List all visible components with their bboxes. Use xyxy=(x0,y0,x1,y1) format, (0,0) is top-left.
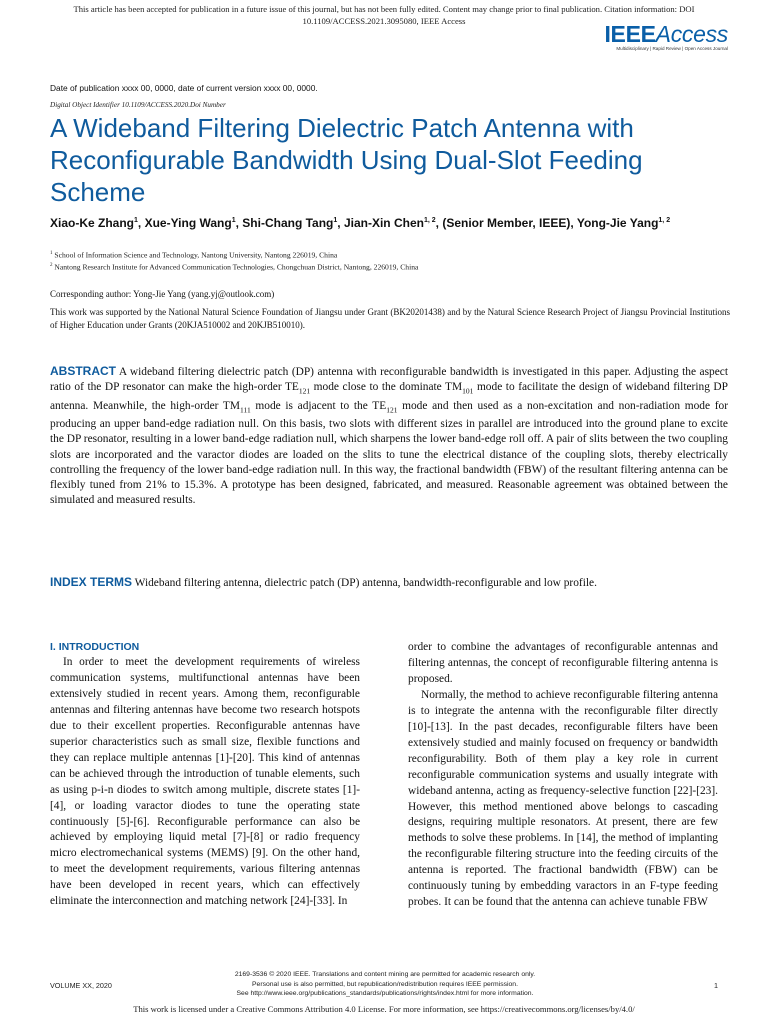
body-column-left xyxy=(50,640,360,910)
funding-statement: This work was supported by the National Natural Science Foundation of Jiangsu under Grant (BK20201438) and by the Natural Science Research Project of Jiangsu Provincial Institutions of Higher Education under Grants (20KJA510002 and 20KJB510010). xyxy=(50,307,730,330)
body-column-right xyxy=(408,640,718,911)
mode-subscript: 121 xyxy=(386,404,398,414)
author-list xyxy=(50,213,690,231)
logo-access: Access xyxy=(655,21,728,47)
affiliation-2 xyxy=(50,260,418,273)
section-heading: I. INTRODUCTION xyxy=(50,641,140,653)
author-name: Xiao-Ke Zhang xyxy=(50,216,135,230)
publication-date: Date of publication xxxx 00, 0000, date of current version xxxx 00, 0000. xyxy=(50,83,318,93)
volume-label: VOLUME XX, 2020 xyxy=(50,981,112,990)
logo-tagline: Multidisciplinary | Rapid Review | Open Access Journal xyxy=(616,46,728,51)
abstract-text: mode is adjacent to the TE xyxy=(250,399,387,412)
mode-subscript: 121 xyxy=(298,386,311,396)
corresponding-author: Corresponding author: Yong-Jie Yang (yang.yj@outlook.com) xyxy=(50,289,275,299)
copyright-line: See http://www.ieee.org/publications_standards/publications/rights/index.html for more information. xyxy=(236,990,534,997)
copyright-line: 2169-3536 © 2020 IEEE. Translations and content mining are permitted for academic research only. xyxy=(234,971,536,978)
notice-line-2: 10.1109/ACCESS.2021.3095080, IEEE Access xyxy=(302,16,466,26)
author-name: , (Senior Member, IEEE), Yong-Jie Yang xyxy=(435,216,659,230)
abstract-text: mode to facilitate the design of wideband filtering DP antenna. Meanwhile, the high-order TM xyxy=(50,381,728,412)
abstract-text: mode and then used as a non-excitation and non-radiation mode for producing an upper band-edge radiation null. On this basis, two slots with different sizes in parallel are introduced into the ground plane to excite the DP resonator, resulting in a lower band-edge radiation null, which sharpens the lower band-edge roll off. A pair of slits between the two coupling slots are incorporated and the varactor diodes are loaded on the slits to tune the electrical distance of the coupling slots, thereby electrically controlling the frequency of the lower band-edge radiation null. In this way, the fractional bandwidth (FBW) of the resultant filtering antenna can be flexibly tuned from 21% to 15.3%. A prototype has been designed, fabricated, and measured. Reasonable agreement was obtained between the simulated and measured results. xyxy=(50,399,729,507)
notice-line-1: This article has been accepted for publication in a future issue of this journal, but has not been fully edited. Content may change prior to final publication. Citation information: DOI xyxy=(73,4,695,14)
mode-subscript: 101 xyxy=(462,386,474,396)
copyright-line: Personal use is also permitted, but republication/redistribution requires IEEE permission. xyxy=(252,980,518,988)
affil-sup: 2 xyxy=(50,263,53,268)
abstract-text: mode close to the dominate TM xyxy=(310,381,463,394)
author-affil-sup: 1 xyxy=(231,217,236,224)
affil-text: Nantong Research Institute for Advanced Communication Technologies, Chongchuan District, Nantong, 226019, China xyxy=(52,262,419,272)
author-name: , Shi-Chang Tang xyxy=(235,216,334,230)
page-number: 1 xyxy=(714,981,718,990)
index-terms xyxy=(50,575,650,591)
author-affil-sup: 1 xyxy=(134,217,138,224)
author-affil-sup: 1 xyxy=(333,217,338,224)
abstract-text: A wideband filtering dielectric patch (DP) antenna with reconfigurable bandwidth is investigated in this paper. Adjusting the aspect ratio of the DP resonator can make the high-order TE xyxy=(50,366,728,394)
index-terms-text: Wideband filtering antenna, dielectric patch (DP) antenna, bandwidth-reconfigurable and low profile. xyxy=(132,577,597,589)
mode-subscript: 111 xyxy=(240,404,251,414)
paper-title: A Wideband Filtering Dielectric Patch Antenna with Reconfigurable Bandwidth Using Dual-Slot Feeding Scheme xyxy=(50,113,643,207)
index-terms-label: INDEX TERMS xyxy=(50,575,133,589)
logo-ieee: IEEE xyxy=(604,21,656,47)
ieee-access-logo xyxy=(604,22,728,51)
doi-line: Digital Object Identifier 10.1109/ACCESS.2020.Doi Number xyxy=(50,101,226,109)
affil-sup: 1 xyxy=(50,251,53,256)
paragraph: order to combine the advantages of reconfigurable antennas and filtering antennas, the concept of reconfigurable filtering antenna is proposed. xyxy=(408,641,718,685)
author-name: , Jian-Xin Chen xyxy=(337,216,424,230)
paragraph: In order to meet the development requirements of wireless communication systems, multifunctional antennas have been extensively studied in recent years. Among them, reconfigurable antennas and filtering antennas have become two research hotspots due to their excellent properties. Reconfigurable antennas have superior characteristics such as small size, flexible functions and they can replace multiple antennas [1]-[20]. This kind of antennas can be achieved through the introduction of tunable elements, such as using p-i-n diodes to switch among multiple, discrete states [1]-[4], or loading varactor diodes to tune the operating state continuously [5]-[6]. Reconfigurable performance can also be achieved by employing liquid metal [7]-[8] or radio frequency micro electromechanical systems (MEMS) [9]. On the other hand, to meet the development requirements, various filtering antennas have been developed in recent years, which can effectively eliminate the interconnection and matching network [24]-[33]. In xyxy=(50,656,360,908)
affil-text: School of Information Science and Technology, Nantong University, Nantong 226019, China xyxy=(52,250,338,260)
author-affil-sup: 1, 2 xyxy=(423,217,436,224)
license-notice: This work is licensed under a Creative Commons Attribution 4.0 License. For more information, see https://creativecommons.org/licenses/by/4.0/ xyxy=(133,1004,635,1014)
copyright-notice xyxy=(180,970,590,999)
author-affil-sup: 1, 2 xyxy=(658,217,671,224)
abstract xyxy=(50,364,728,508)
author-name: , Xue-Ying Wang xyxy=(137,216,232,230)
affiliation-1 xyxy=(50,248,337,261)
paragraph: Normally, the method to achieve reconfigurable filtering antenna is to integrate the antenna with the reconfigurable filter directly [10]-[13]. In the past decades, reconfigurable filters have been extensively studied and mainly focused on frequency or bandwidth reconfigurability. Both of them play a key role in current reconfigurable communication systems and usually integrate with wideband antenna, acting as frequency-selective function [22]-[23]. However, this method mentioned above belongs to cascading designs, requiring multiple resonators. At present, there are few methods to solve these problems. In [14], the method of implanting the reconfigurable filtering structure into the feeding circuits of the antenna is reported. The fractional bandwidth (FBW) can be continuously tuning by embedding varactors in an F-type feeding probes. It can be found that the antenna can achieve tunable FBW xyxy=(408,688,718,909)
abstract-label: ABSTRACT xyxy=(50,364,116,378)
